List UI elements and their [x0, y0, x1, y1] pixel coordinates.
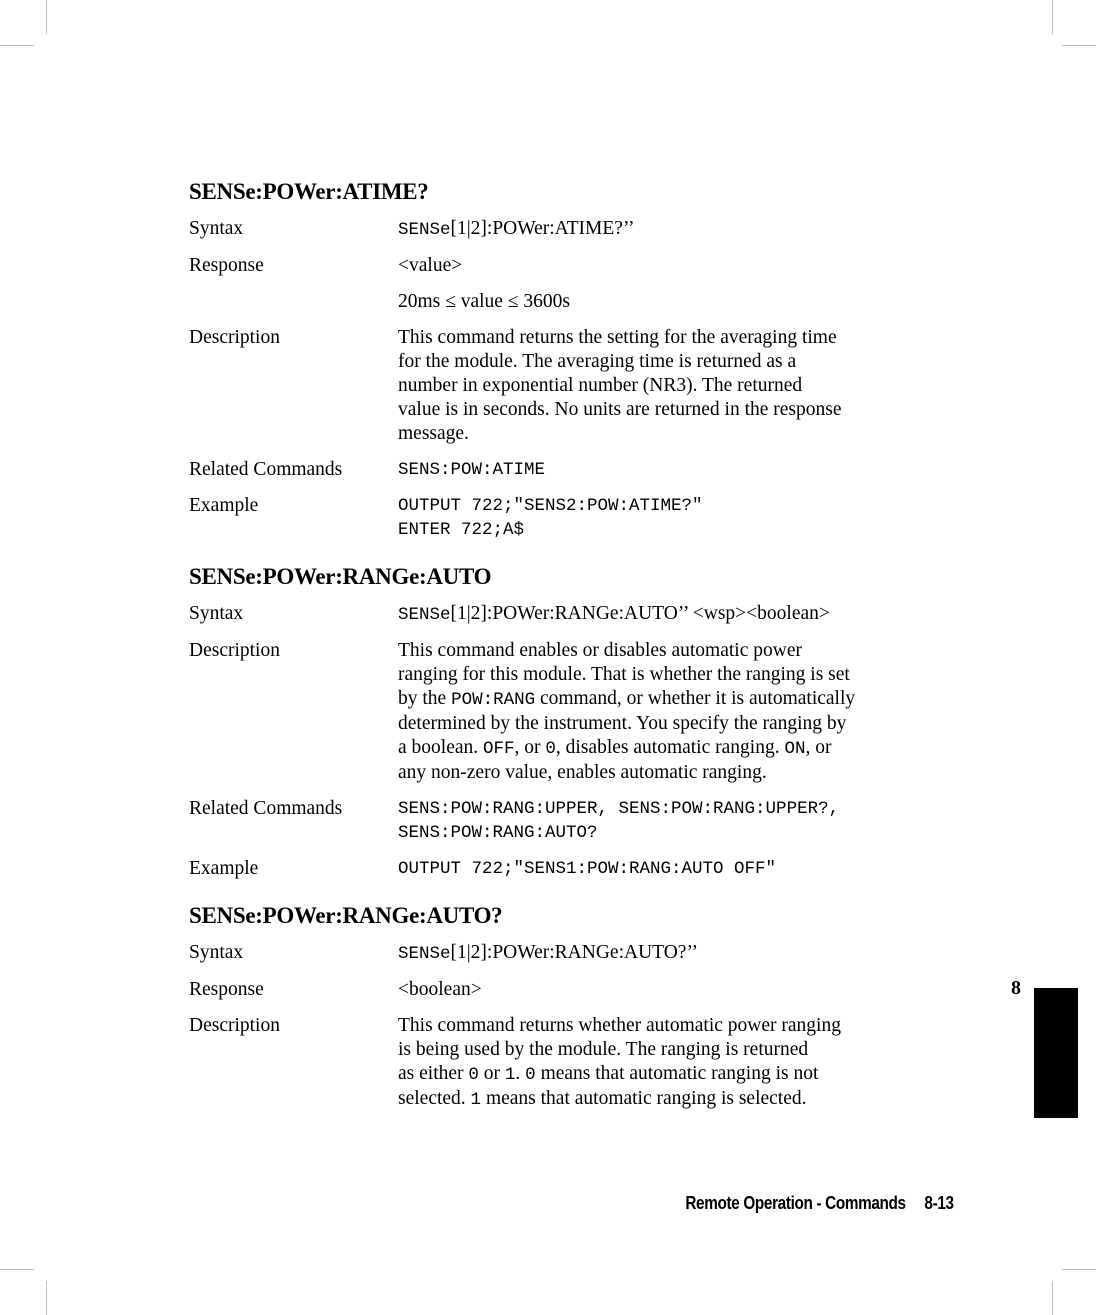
description-line: for the module. The averaging time is returned as a — [398, 351, 797, 372]
example-label: Example — [189, 858, 259, 879]
text-fragment: by the — [398, 688, 452, 709]
description-row — [189, 1014, 959, 1112]
text-fragment: means that automatic ranging is not — [535, 1063, 819, 1084]
related-label: Related Commands — [189, 459, 343, 480]
related-commands — [398, 797, 959, 845]
response-row — [189, 254, 959, 278]
command-heading: SENSe:POWer:RANGe:AUTO? — [189, 903, 503, 928]
response-label: Response — [189, 979, 264, 1000]
crop-mark — [1062, 45, 1096, 46]
syntax-label: Syntax — [189, 942, 244, 963]
description-line: message. — [398, 423, 469, 444]
response-row — [189, 978, 959, 1002]
inline-code: ON — [784, 739, 806, 759]
text-fragment: command, or whether it is automatically — [535, 688, 856, 709]
example-row — [189, 857, 959, 881]
crop-mark — [46, 0, 47, 34]
chapter-tab-number: 8 — [1011, 977, 1021, 999]
syntax-row — [189, 217, 959, 242]
chapter-tab-marker — [1034, 988, 1078, 1118]
inline-code: POW:RANG — [451, 690, 536, 710]
description-line: determined by the instrument. You specify the ranging by — [398, 713, 847, 734]
syntax-row — [189, 602, 959, 627]
response-value: <value> — [398, 255, 463, 276]
crop-mark — [0, 1269, 34, 1270]
related-line: SENS:POW:RANG:AUTO? — [398, 823, 598, 843]
description-line — [398, 1087, 959, 1112]
example-line: OUTPUT 722;"SENS2:POW:ATIME?" — [398, 496, 703, 516]
description-label: Description — [189, 640, 280, 661]
description-line: value is in seconds. No units are returned in the response — [398, 399, 842, 420]
description-line: ranging for this module. That is whether the ranging is set — [398, 664, 850, 685]
description-line — [398, 736, 959, 761]
syntax-rest: [1|2]:POWer:RANGe:AUTO’’ <wsp><boolean> — [450, 603, 830, 624]
footer-title: Remote Operation - Commands — [685, 1193, 907, 1213]
command-section-atime — [189, 177, 959, 542]
inline-code: 0 — [525, 1065, 536, 1085]
crop-mark — [46, 1281, 47, 1315]
description-text — [398, 1014, 959, 1112]
crop-mark — [0, 45, 34, 46]
command-heading: SENSe:POWer:RANGe:AUTO — [189, 564, 492, 589]
page-content — [189, 177, 959, 1132]
response-label: Response — [189, 255, 264, 276]
crop-mark — [1052, 1281, 1053, 1315]
text-fragment: or — [478, 1063, 505, 1084]
crop-mark — [1062, 1269, 1096, 1270]
syntax-value — [398, 941, 959, 966]
description-line: any non-zero value, enables automatic ranging. — [398, 762, 767, 783]
page-footer — [686, 1193, 954, 1214]
related-label: Related Commands — [189, 798, 343, 819]
inline-code: OFF — [483, 739, 515, 759]
description-text — [398, 326, 959, 446]
example-label: Example — [189, 495, 259, 516]
response-range-row — [189, 290, 959, 314]
description-line — [398, 687, 959, 712]
description-line — [398, 1062, 959, 1087]
text-fragment: , or — [805, 737, 832, 758]
syntax-keyword: SENSe — [398, 944, 451, 964]
response-range: 20ms ≤ value ≤ 3600s — [398, 291, 570, 312]
description-text — [398, 639, 959, 785]
inline-code: 0 — [468, 1065, 479, 1085]
description-label: Description — [189, 1015, 280, 1036]
related-row — [189, 458, 959, 482]
related-line: SENS:POW:RANG:UPPER, SENS:POW:RANG:UPPER?, — [398, 799, 840, 819]
response-value: <boolean> — [398, 979, 482, 1000]
inline-code: 0 — [545, 739, 556, 759]
text-fragment: . — [515, 1063, 526, 1084]
text-fragment: means that automatic ranging is selected. — [481, 1088, 807, 1109]
inline-code: 1 — [470, 1090, 482, 1110]
crop-mark — [1052, 0, 1053, 34]
text-fragment: , or — [514, 737, 546, 758]
description-line: This command returns the setting for the averaging time — [398, 327, 837, 348]
syntax-value — [398, 602, 959, 627]
description-line: number in exponential number (NR3). The returned — [398, 375, 803, 396]
example-code — [398, 494, 959, 542]
syntax-label: Syntax — [189, 218, 244, 239]
example-row — [189, 494, 959, 542]
command-section-range-auto — [189, 562, 959, 881]
description-row — [189, 326, 959, 446]
description-label: Description — [189, 327, 280, 348]
description-line: is being used by the module. The ranging is returned — [398, 1039, 809, 1060]
syntax-rest: [1|2]:POWer:RANGe:AUTO?’’ — [450, 942, 698, 963]
syntax-keyword: SENSe — [398, 605, 451, 625]
syntax-rest: [1|2]:POWer:ATIME?’’ — [450, 218, 635, 239]
description-line: This command returns whether automatic power ranging — [398, 1015, 841, 1036]
description-line: This command enables or disables automatic power — [398, 640, 802, 661]
related-row — [189, 797, 959, 845]
text-fragment: selected. — [398, 1088, 471, 1109]
example-code: OUTPUT 722;"SENS1:POW:RANG:AUTO OFF" — [398, 859, 777, 879]
page-number: 8-13 — [924, 1193, 954, 1213]
text-fragment: , disables automatic ranging. — [555, 737, 785, 758]
description-row — [189, 639, 959, 785]
related-commands: SENS:POW:ATIME — [398, 460, 546, 480]
syntax-keyword: SENSe — [398, 220, 451, 240]
syntax-label: Syntax — [189, 603, 244, 624]
command-heading: SENSe:POWer:ATIME? — [189, 179, 429, 204]
text-fragment: as either — [398, 1063, 469, 1084]
syntax-row — [189, 941, 959, 966]
text-fragment: a boolean. — [398, 737, 484, 758]
syntax-value — [398, 217, 959, 242]
inline-code: 1 — [504, 1065, 516, 1085]
example-line: ENTER 722;A$ — [398, 520, 525, 540]
command-section-range-auto-query — [189, 901, 959, 1112]
